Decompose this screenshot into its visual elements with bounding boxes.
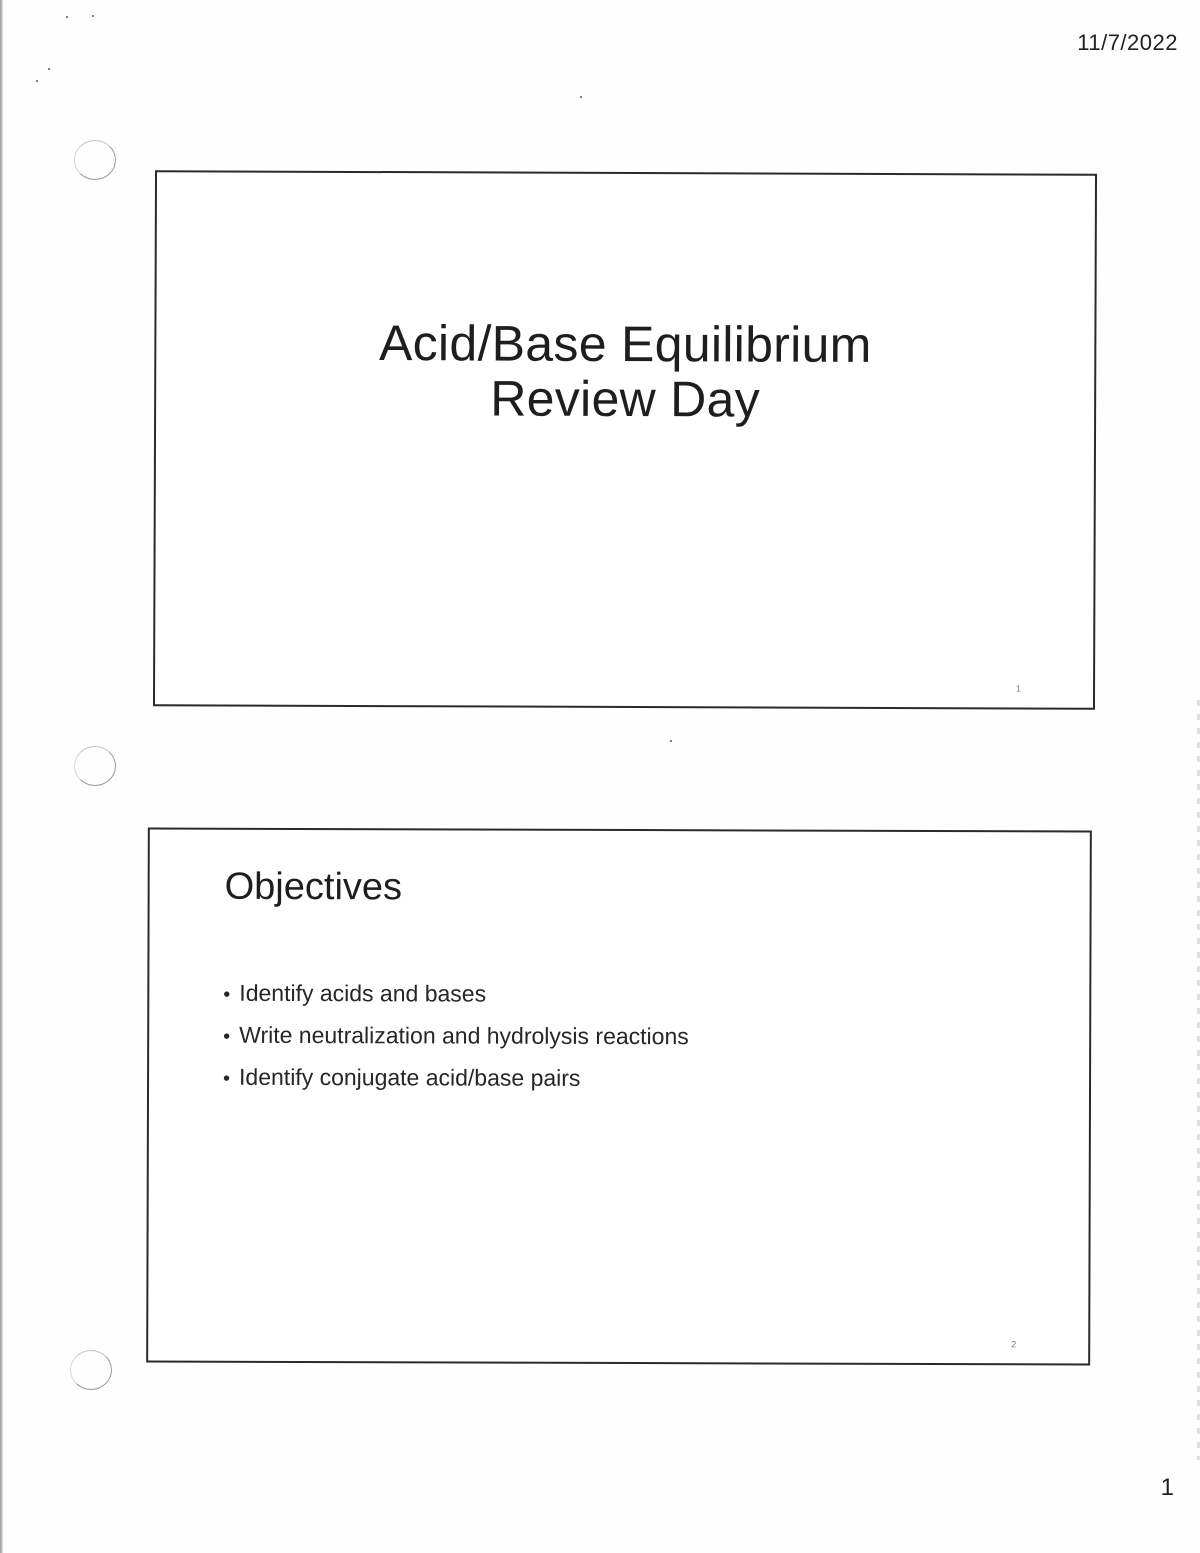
list-item — [223, 973, 689, 1016]
scan-speck — [670, 740, 672, 742]
scan-speck — [92, 15, 94, 17]
scan-left-edge — [0, 0, 3, 1553]
list-item — [223, 1057, 689, 1100]
print-date: 11/7/2022 — [1077, 30, 1178, 55]
bullet-text: Identify conjugate acid/base pairs — [239, 1063, 581, 1091]
bullet-icon: • — [223, 983, 231, 1006]
bullet-icon: • — [223, 1067, 231, 1090]
title-line-2: Review Day — [490, 370, 761, 428]
scan-speck — [48, 68, 50, 70]
bullet-text: Identify acids and bases — [239, 979, 487, 1007]
slide-objectives — [146, 828, 1092, 1366]
slide-title-text — [156, 315, 1094, 429]
list-item — [223, 1015, 689, 1058]
punch-hole — [74, 746, 116, 786]
objectives-heading: Objectives — [224, 865, 403, 909]
scan-speck — [66, 16, 68, 18]
punch-hole — [74, 140, 116, 180]
scan-speck — [580, 96, 582, 98]
slide-title — [153, 170, 1097, 710]
scan-speck — [36, 80, 38, 82]
slide-number: 2 — [1011, 1339, 1017, 1350]
slide-number: 1 — [1016, 683, 1022, 694]
title-line-1: Acid/Base Equilibrium — [378, 315, 872, 373]
bullet-text: Write neutralization and hydrolysis reactions — [239, 1021, 689, 1050]
punch-hole — [70, 1350, 112, 1390]
objectives-list — [223, 973, 689, 1100]
bullet-icon: • — [223, 1025, 231, 1048]
page-number: 1 — [1160, 1474, 1174, 1501]
